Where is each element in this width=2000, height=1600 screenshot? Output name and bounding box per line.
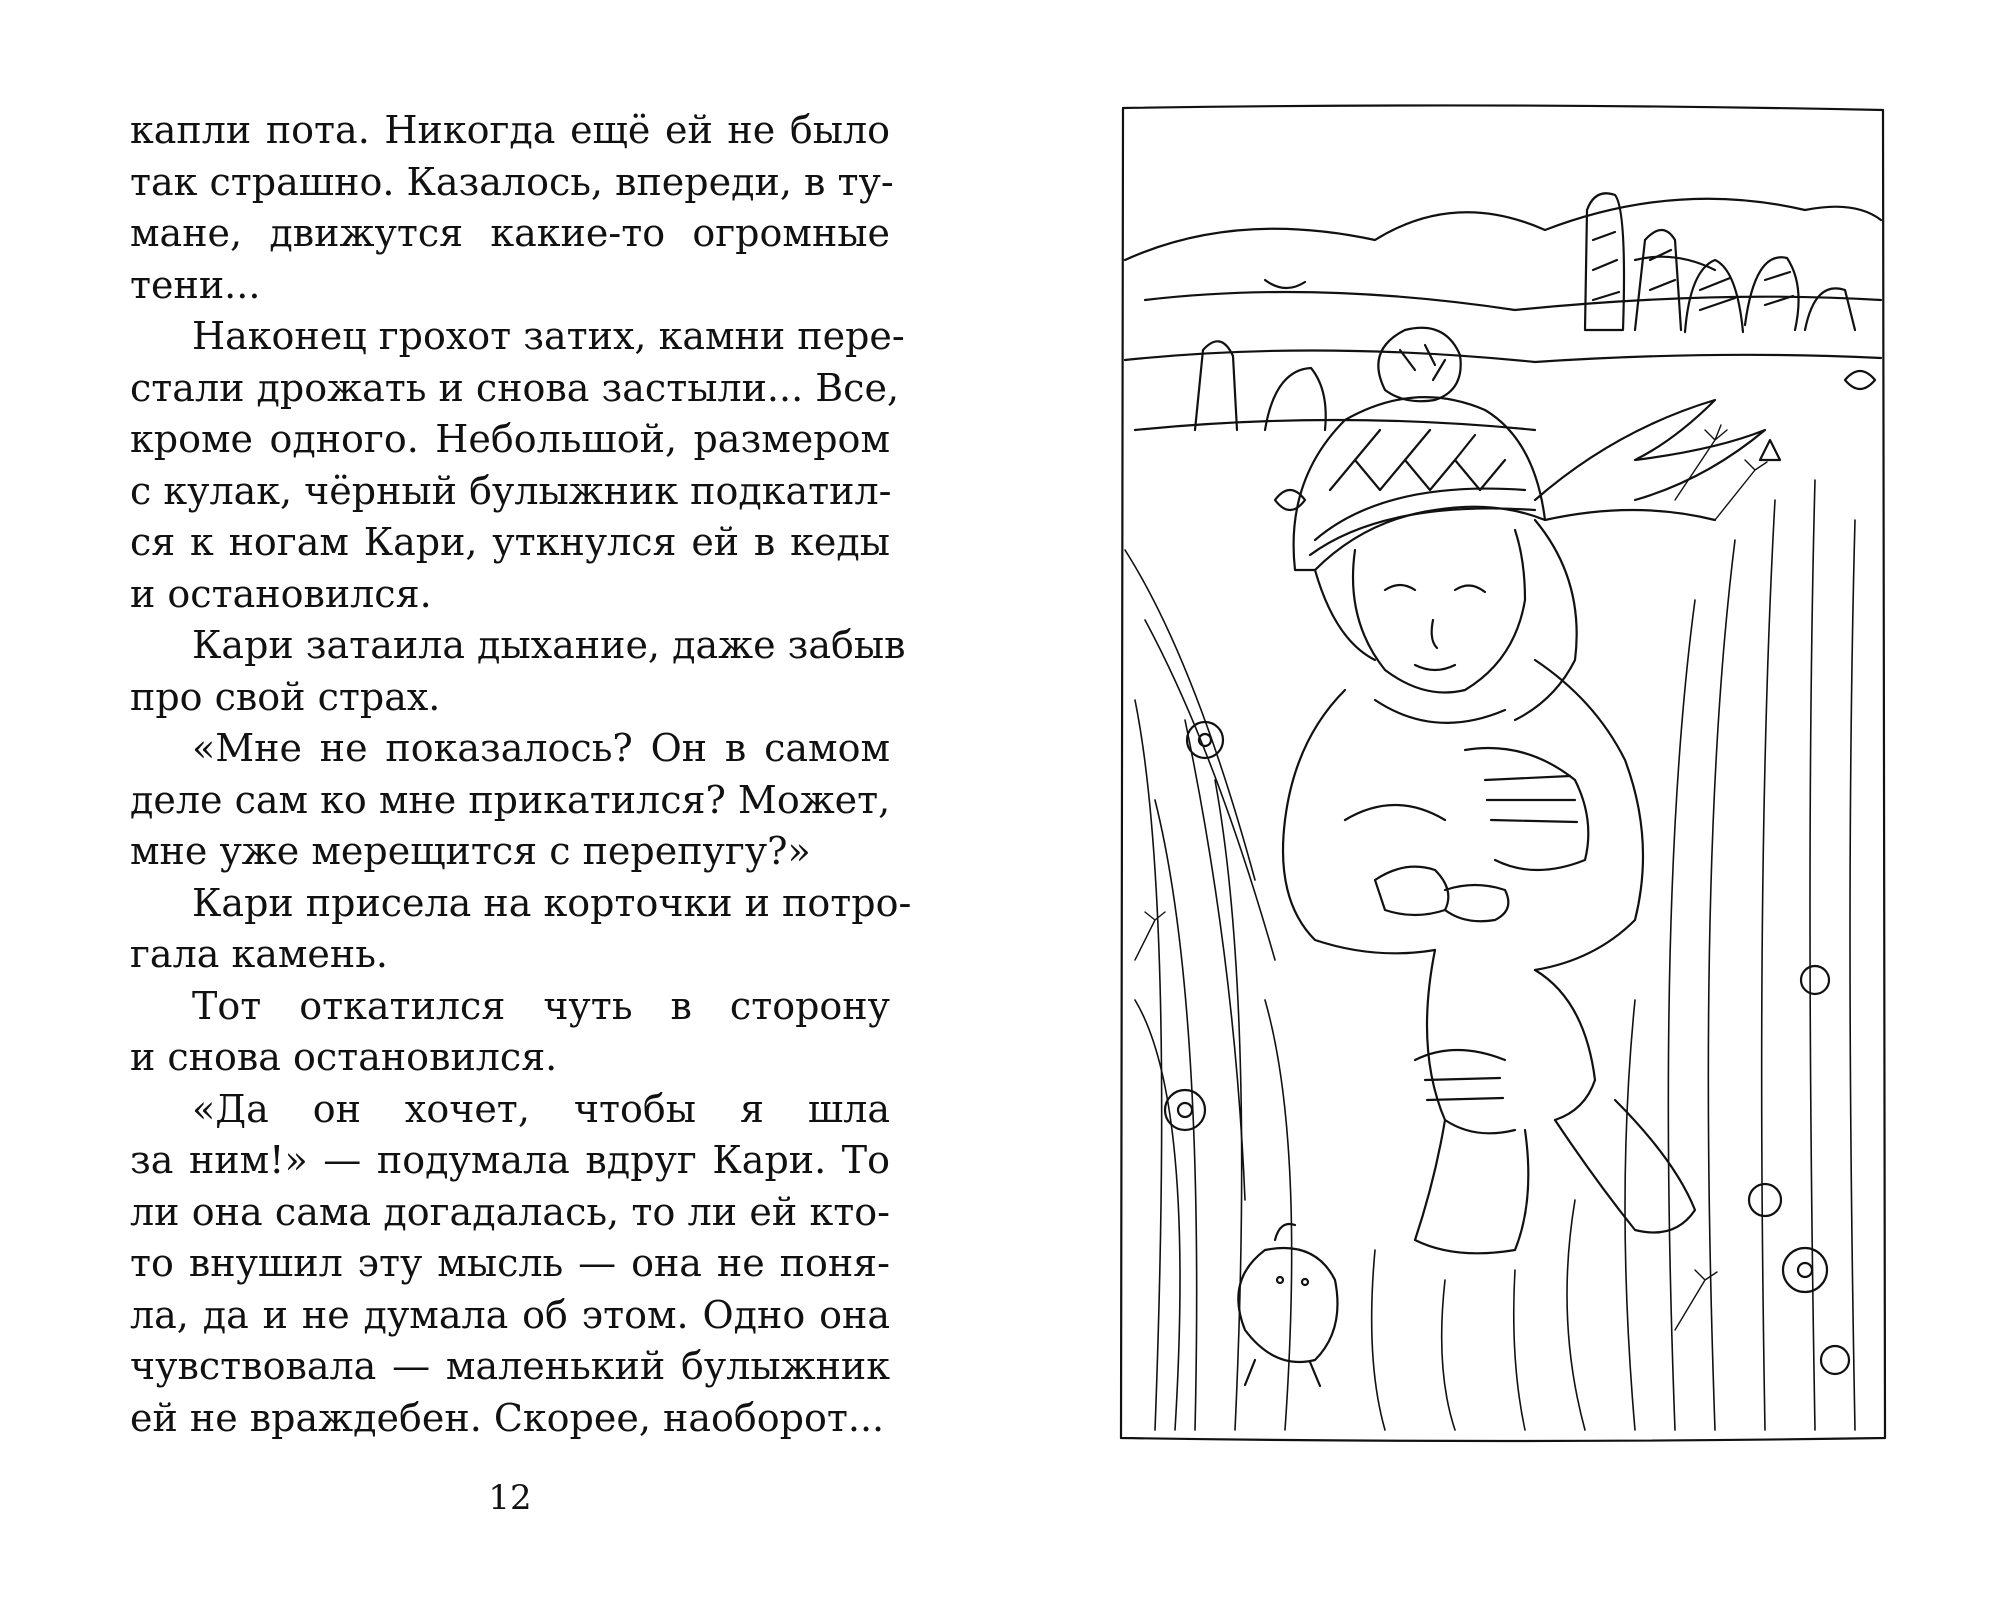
boots [1415,1100,1695,1253]
legs [1415,950,1595,1133]
page-number: 12 [488,1478,532,1518]
coat [1283,660,1643,970]
distant-hills [1125,199,1881,260]
text-line: гала камень. [130,932,388,976]
text-line: с кулак, чёрный булыжник подкатил- [130,468,892,513]
text-line: Наконец грохот затих, камни пере- [192,314,905,358]
grass [1125,480,1855,1430]
text-page-left [130,105,912,1444]
text-line: так страшно. Казалось, впереди, в ту- [130,159,894,204]
illustration-drawing [1115,100,1890,1445]
text-line: то внушил эту мысль — она не поня- [130,1241,890,1285]
knit-hat [1294,397,1545,570]
stone-creature [1238,1224,1337,1386]
text-line: ли она сама догадалась, то ли ей кто- [130,1189,890,1234]
text-line: и остановился. [130,571,432,616]
illustration-frame [1121,105,1885,1441]
text-line: ся к ногам Кари, уткнулся ей в кеды [130,520,890,564]
text-line: мне уже мерещится с перепугу?» [130,829,811,873]
hat-pompom [1378,328,1460,401]
text-line: деле сам ко мне прикатился? Может, [130,777,891,822]
text-line: тени... [130,262,261,307]
text-line: про свой страх. [130,674,441,719]
text-line: Кари присела на корточки и потро- [192,880,912,925]
text-line: капли пота. Никогда ещё ей не было [130,108,890,152]
text-line: и снова остановился. [130,1035,558,1079]
text-line: стали дрожать и снова застыли... Все, [130,365,900,410]
text-line: «Мне не показалось? Он в самом [192,726,890,770]
face [1353,530,1525,693]
text-line: кроме одного. Небольшой, размером [130,417,890,461]
text-line: чувствовала — маленький булыжник [130,1344,890,1388]
text-line: ей не враждебен. Скорее, наоборот... [130,1395,885,1440]
text-line: Кари затаила дыхание, даже забыв [192,623,906,667]
text-line: ла, да и не думала об этом. Одно она [130,1292,890,1337]
hair [1315,400,1765,720]
illustration [1115,100,1890,1445]
flowers [1165,371,1875,1374]
text-line: «Да он хочет, чтобы я шла [192,1086,890,1131]
text-line: Тот откатился чуть в сторону [192,983,890,1028]
text-line: мане, движутся какие-то огромные [130,211,890,255]
text-line: за ним!» — подумала вдруг Кари. То [130,1138,890,1182]
hands [1375,867,1508,922]
